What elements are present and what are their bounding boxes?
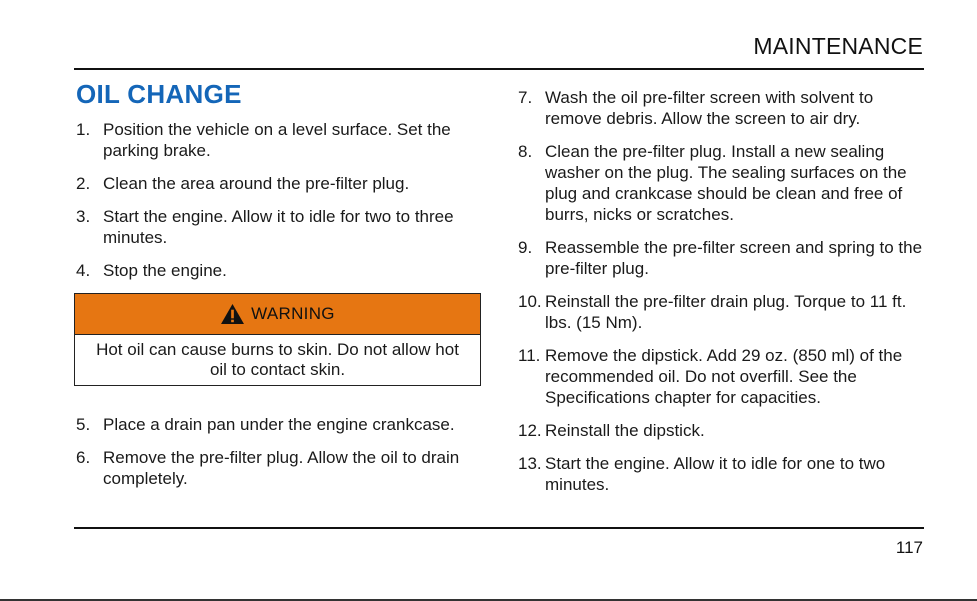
step-text: Remove the dipstick. Add 29 oz. (850 ml) of the recommended oil. Do not overfill. See the Specifications chapter for capacities. — [545, 346, 903, 407]
step-number: 9. — [518, 238, 533, 257]
step-item — [76, 119, 476, 161]
step-item — [76, 173, 476, 194]
page-title: OIL CHANGE — [76, 79, 242, 109]
step-number: 8. — [518, 142, 533, 161]
step-number: 7. — [518, 88, 533, 107]
step-item — [518, 345, 928, 408]
step-text: Clean the pre-filter plug. Install a new sealing washer on the plug. The sealing surfaces on the plug and crankcase should be clean and free of burrs, nicks or scratches. — [545, 142, 907, 224]
step-item — [518, 420, 928, 441]
step-number: 4. — [76, 261, 91, 280]
step-number: 2. — [76, 174, 91, 193]
step-number: 5. — [76, 415, 91, 434]
step-item — [518, 141, 928, 225]
step-number: 6. — [76, 448, 91, 467]
warning-heading: WARNING — [251, 304, 335, 323]
step-text: Reinstall the dipstick. — [545, 421, 705, 440]
step-item — [518, 453, 928, 495]
step-item — [76, 206, 476, 248]
step-number: 11. — [518, 346, 541, 365]
bottom-rule — [74, 527, 924, 529]
warning-box — [74, 293, 481, 386]
steps-left-bottom — [76, 414, 476, 501]
step-text: Start the engine. Allow it to idle for two to three minutes. — [103, 207, 454, 247]
step-item — [518, 237, 928, 279]
step-number: 12. — [518, 421, 542, 440]
top-rule — [74, 68, 924, 70]
section-header: MAINTENANCE — [753, 33, 923, 59]
step-number: 1. — [76, 120, 91, 139]
step-item — [76, 414, 476, 435]
step-item — [76, 260, 476, 281]
step-number: 13. — [518, 454, 542, 473]
step-text: Remove the pre-filter plug. Allow the oil to drain completely. — [103, 448, 460, 488]
step-text: Stop the engine. — [103, 261, 227, 280]
step-text: Wash the oil pre-filter screen with solvent to remove debris. Allow the screen to air dry. — [545, 88, 874, 128]
step-number: 10. — [518, 292, 542, 311]
step-number: 3. — [76, 207, 91, 226]
step-text: Reassemble the pre-filter screen and spring to the pre-filter plug. — [545, 238, 923, 278]
step-text: Position the vehicle on a level surface. Set the parking brake. — [103, 120, 451, 160]
step-text: Reinstall the pre-filter drain plug. Torque to 11 ft. lbs. (15 Nm). — [545, 292, 907, 332]
step-text: Start the engine. Allow it to idle for one to two minutes. — [545, 454, 886, 494]
step-item — [518, 87, 928, 129]
warning-triangle-icon — [220, 303, 245, 325]
steps-left-top — [76, 119, 476, 293]
warning-body: Hot oil can cause burns to skin. Do not allow hot oil to contact skin. — [96, 340, 459, 379]
step-item — [76, 447, 476, 489]
steps-right — [518, 87, 928, 507]
page-number: 117 — [895, 538, 923, 557]
step-text: Clean the area around the pre-filter plug. — [103, 174, 410, 193]
step-text: Place a drain pan under the engine crankcase. — [103, 415, 455, 434]
warning-header — [75, 294, 480, 335]
step-item — [518, 291, 928, 333]
